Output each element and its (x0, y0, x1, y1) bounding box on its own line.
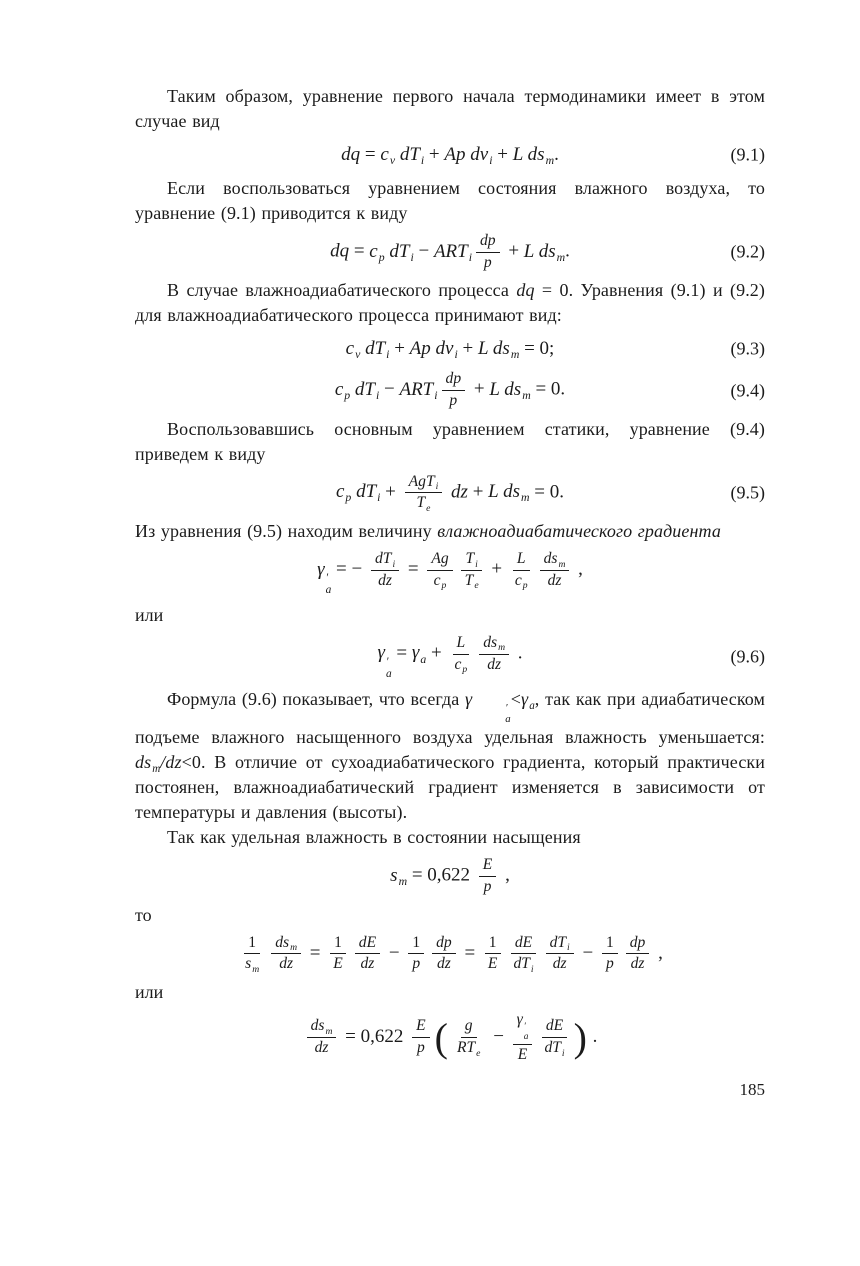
equation-saturation-sm-body: $s_m = 0,622$ $\frac{E}{p}$ , (390, 856, 510, 895)
equation-9-1-tag: (9.1) (730, 144, 765, 165)
equation-gamma-gradient-body: γ ′ a = − $\frac{dT_i}{dz}$ = $\frac{Ag}{c_p}$ $\frac{T_i}{T_e}$ + $\frac{L}{c_p}$ $\frac{ds_m}{dz}$ , (317, 550, 583, 596)
equation-gamma-gradient (135, 550, 765, 597)
equation-9-4-body: $c_p$ $dT_i - ART_i$ $\frac{dp}{p}$ + L $ds_m = 0$. (334, 370, 566, 410)
equation-saturation-sm (135, 856, 765, 896)
equation-9-3-body: $c_v$ $dT_i + Ap$ $dv_i + L$ $ds_m = 0$; (345, 338, 555, 362)
equation-9-1 (135, 140, 765, 170)
paragraph-formula-discussion: Формула (9.6) показывает, что всегда γ ′ а $<\gamma_а$, так как при адиабатическом подъеме влажного насыщенного воздуха удельная влажность уменьшается: $ds_m/dz<0$. В отличие от сухоадиабатического градиента, который практически постоянен, влажноадиабатический градиент изменяется в зависимости от температуры и давления (высоты). (135, 688, 765, 823)
paragraph-first-law-intro: Таким образом, уравнение первого начала термодинамики имеет в этом случае вид (135, 86, 765, 131)
equation-9-2 (135, 232, 765, 272)
paragraph-statics-equation: Воспользовавшись основным уравнением статики, уравнение (9.4) приведем к виду (135, 418, 765, 464)
equation-9-3-tag: (9.3) (730, 338, 765, 359)
equation-dsm-dz-body: $\frac{ds_m}{dz}$ = 0,622 $\frac{E}{p}$ ( $\frac{g}{RT_e}$ − γ ′ a E $\frac{dE}{dT_i}$ ) . (303, 1011, 598, 1064)
equation-9-6 (135, 634, 765, 681)
paragraph-saturation-humidity: Так как удельная влажность в состоянии насыщения (167, 827, 581, 848)
paragraph-state-equation: Если воспользоваться уравнением состояния влажного воздуха, то уравнение (9.1) приводится к виду (135, 178, 765, 223)
connector-word-then: то (135, 904, 152, 925)
equation-9-3 (135, 334, 765, 364)
equation-9-5-tag: (9.5) (730, 482, 765, 503)
equation-9-6-tag: (9.6) (730, 646, 765, 667)
equation-9-4-tag: (9.4) (730, 380, 765, 401)
equation-9-5-body: $c_p$ $dT_i$ + $\frac{AgT_i}{T_e}$ dz + L $ds_m = 0$. (335, 472, 565, 514)
equation-log-derivative-chain-body: $\frac{1}{s_m}$ $\frac{ds_m}{dz}$ = $\frac{1}{E}$ $\frac{dE}{dz}$ − $\frac{1}{p}$ $\frac{dp}{dz}$ = $\frac{1}{E}$ $\frac{dE}{dT_i}$ $\frac{dT_i}{dz}$ − $\frac{1}{p}$ $\frac{dp}{dz}$ , (245, 933, 663, 975)
equation-dsm-dz (135, 1011, 765, 1064)
equation-9-1-body: dq = $c_v$ $dT_i + Ap$ $dv_i + L$ $ds_m$. (341, 144, 559, 168)
equation-9-6-body: γ ′ a = $\gamma_a$ + $\frac{L}{c_p}$ $\frac{ds_m}{dz}$ . (377, 633, 523, 680)
equation-9-2-tag: (9.2) (730, 241, 765, 262)
equation-9-2-body: dq = $c_p$ $dT_i - ART_i$ $\frac{dp}{p}$ + L $ds_m$. (330, 232, 570, 271)
paragraph-moist-adiabatic-case: В случае влажноадиабатического процесса dq = 0. Уравнения (9.1) и (9.2) для влажноадиабатического процесса принимают вид: (135, 280, 765, 326)
connector-word-or-2: или (135, 981, 164, 1002)
connector-word-or-1: или (135, 604, 164, 625)
equation-9-4 (135, 370, 765, 410)
page-content (135, 84, 765, 1100)
paragraph-gradient-definition: Из уравнения (9.5) находим величину влажноадиабатического градиента (135, 521, 721, 542)
equation-9-5 (135, 473, 765, 513)
page-number: 185 (739, 1080, 765, 1100)
equation-log-derivative-chain (135, 934, 765, 974)
